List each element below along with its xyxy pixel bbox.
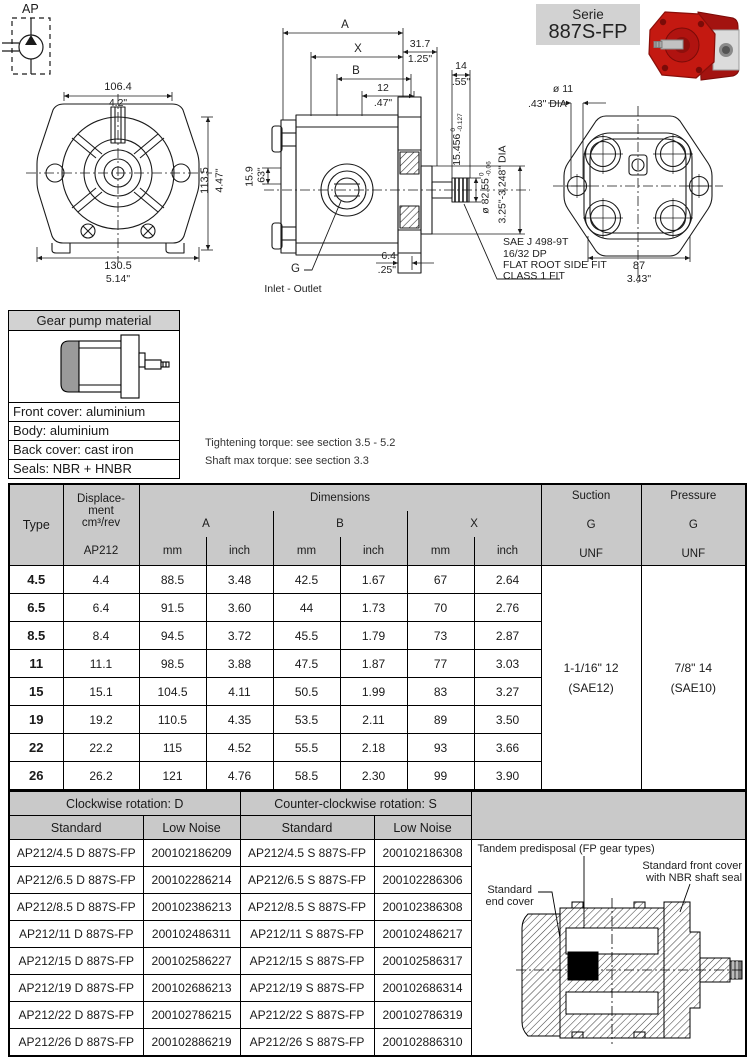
table-row: AP212/19 D 887S-FP 200102686213 AP212/19 S 887S-FP 200102686314 [9, 975, 746, 1002]
front-top-dim-inch: 4.2" [108, 97, 128, 109]
material-box-title: Gear pump material [9, 311, 179, 331]
col-header-mm: mm [407, 537, 474, 566]
pilot-diameter-tolerance [480, 161, 493, 176]
shaft-torque-note: Shaft max torque: see section 3.3 [205, 455, 369, 467]
col-header-displacement: Displace- ment cm³/rev [63, 484, 139, 537]
cross-section-diagram [472, 840, 746, 1048]
col-header-low-noise: Low Noise [374, 816, 471, 840]
tolerance-upper: 0 [478, 172, 486, 177]
col-header-standard: Standard [9, 816, 143, 840]
side-dim-12-inch: .47" [373, 97, 393, 109]
table-row: 4.5 4.4 88.5 3.48 42.5 1.67 67 2.64 1-1/16" 12 (SAE12) 7/8" 14 (SAE10) [9, 566, 746, 594]
spline-note-line4: CLASS 1 FIT [503, 270, 565, 282]
table-row: AP212/22 D 887S-FP 200102786215 AP212/22 S 887S-FP 200102786319 [9, 1002, 746, 1029]
front-top-dim-mm: 106.4 [104, 81, 132, 93]
table-row: 6.5 6.4 91.5 3.60 44 1.73 70 2.76 [9, 594, 746, 622]
table-row: 19 19.2 110.5 4.35 53.5 2.11 89 3.50 [9, 706, 746, 734]
side-dim-159-inch: .63" [255, 167, 268, 186]
pilot-diameter-inch: 3.25"-3.248" DIA [496, 145, 509, 224]
pilot-diameter-dim [480, 161, 493, 213]
table-row: 22 22.2 115 4.52 55.5 2.18 93 3.66 [9, 734, 746, 762]
suction-value-cell: 1-1/16" 12 (SAE12) [541, 566, 641, 791]
series-label: Serie [572, 6, 604, 22]
front-view-drawing [26, 92, 213, 262]
product-photo [643, 2, 748, 88]
col-header-inch: inch [474, 537, 541, 566]
col-header-ap212: AP212 [63, 537, 139, 566]
col-header-inch: inch [206, 537, 273, 566]
series-number: 887S-FP [548, 20, 628, 43]
col-header-mm: mm [139, 537, 206, 566]
back-hole-dim-mm: ø 11 [552, 83, 574, 95]
table-header-row [9, 791, 746, 816]
spline-diameter-tolerance [451, 113, 464, 131]
col-header-inch: inch [340, 537, 407, 566]
tightening-torque-note: Tightening torque: see section 3.5 - 5.2 [205, 437, 396, 449]
table-row: AP212/26 D 887S-FP 200102886219 AP212/26 S 887S-FP 200102886310 [9, 1029, 746, 1057]
side-dim-a: A [341, 19, 349, 31]
pump-symbol [2, 18, 50, 74]
cross-section-cell [471, 840, 746, 1057]
back-view-drawing [548, 103, 723, 284]
front-bottom-dim-inch: 5.14" [105, 273, 131, 285]
side-dim-317-mm: 31.7 [409, 38, 431, 50]
port-label: G [291, 263, 300, 275]
side-dim-159-mm: 15.9 [243, 166, 256, 187]
side-dim-64-mm: 6.4 [381, 250, 396, 262]
pump-symbol-label: AP [22, 2, 39, 16]
side-dim-14-mm: 14 [455, 60, 467, 72]
material-drawing [9, 331, 179, 402]
side-dim-317-inch: 1.25" [407, 53, 433, 65]
col-header-pressure: Pressure G UNF [641, 484, 746, 566]
table-row: 15 15.1 104.5 4.11 50.5 1.99 83 3.27 [9, 678, 746, 706]
material-row-front-cover: Front cover: aluminium [9, 402, 179, 421]
front-right-dim-inch: 4.47" [213, 168, 226, 193]
pressure-value-cell: 7/8" 14 (SAE10) [641, 566, 746, 791]
parts-diagram-header-cell [471, 791, 746, 840]
port-caption: Inlet - Outlet [264, 283, 322, 295]
col-header-standard: Standard [240, 816, 374, 840]
end-cover-label: Standard end cover [485, 884, 534, 908]
back-width-dim-mm: 87 [632, 260, 646, 272]
table-row: AP212/8.5 D 887S-FP 200102386213 AP212/8.5 S 887S-FP 200102386308 [9, 894, 746, 921]
table-row: AP212/6.5 D 887S-FP 200102286214 AP212/6.5 S 887S-FP 200102286306 [9, 867, 746, 894]
back-width-dim-inch: 3.43" [626, 273, 652, 285]
table-row: 11 11.1 98.5 3.88 47.5 1.87 77 3.03 [9, 650, 746, 678]
spline-note-line3: FLAT ROOT SIDE FIT [503, 259, 607, 271]
back-hole-dim-inch: .43" DIA [528, 98, 567, 110]
col-header-a: A [139, 511, 273, 537]
front-bottom-dim-mm: 130.5 [104, 260, 132, 272]
tolerance-lower: -0.06 [485, 161, 493, 177]
material-box [8, 310, 180, 479]
side-dim-x: X [354, 43, 362, 55]
table-row: AP212/11 D 887S-FP 200102486311 AP212/11 S 887S-FP 200102486217 [9, 921, 746, 948]
pilot-diameter-value: ø 82.55 [479, 178, 492, 214]
spline-note-line2: 16/32 DP [503, 248, 547, 260]
spline-diameter-dim [451, 113, 464, 166]
spline-note-line1: SAE J 498-9T [503, 236, 569, 248]
front-right-dim-mm: 113.5 [198, 167, 211, 194]
side-dim-b: B [352, 65, 360, 77]
col-header-mm: mm [273, 537, 340, 566]
col-header-clockwise: Clockwise rotation: D [9, 791, 240, 816]
side-dim-64-inch: .25" [377, 264, 396, 276]
col-header-suction: Suction G UNF [541, 484, 641, 566]
col-header-x: X [407, 511, 541, 537]
spline-diameter-value: 15.456 [450, 133, 463, 166]
side-dim-12-mm: 12 [377, 82, 389, 94]
table-row: 8.5 8.4 94.5 3.72 45.5 1.79 73 2.87 [9, 622, 746, 650]
front-cover-label: Standard front cover with NBR shaft seal [642, 860, 743, 884]
table-header-row [9, 484, 746, 511]
col-header-dimensions: Dimensions [139, 484, 541, 511]
part-numbers-table [8, 790, 747, 1057]
col-header-type: Type [9, 484, 63, 566]
table-row: AP212/4.5 D 887S-FP 200102186209 AP212/4.5 S 887S-FP 200102186308 Tandem predisposal (FP gear types) Standard front cover with NBR shaft seal Standard end cover [9, 840, 746, 867]
col-header-counterclockwise: Counter-clockwise rotation: S [240, 791, 471, 816]
material-row-seals: Seals: NBR + HNBR [9, 459, 179, 478]
tandem-label: Tandem predisposal (FP gear types) [477, 843, 655, 855]
series-title-box [536, 4, 640, 45]
table-row: AP212/15 D 887S-FP 200102586227 AP212/15 S 887S-FP 200102586317 [9, 948, 746, 975]
tolerance-lower: -0.127 [456, 113, 464, 132]
table-row: 26 26.2 121 4.76 58.5 2.30 99 3.90 [9, 762, 746, 791]
material-row-body: Body: aluminium [9, 421, 179, 440]
col-header-b: B [273, 511, 407, 537]
col-header-low-noise: Low Noise [143, 816, 240, 840]
side-dim-14-inch: .55" [451, 76, 471, 88]
dimensions-table [8, 483, 747, 791]
material-row-back-cover: Back cover: cast iron [9, 440, 179, 459]
tolerance-upper: 0 [449, 128, 457, 132]
